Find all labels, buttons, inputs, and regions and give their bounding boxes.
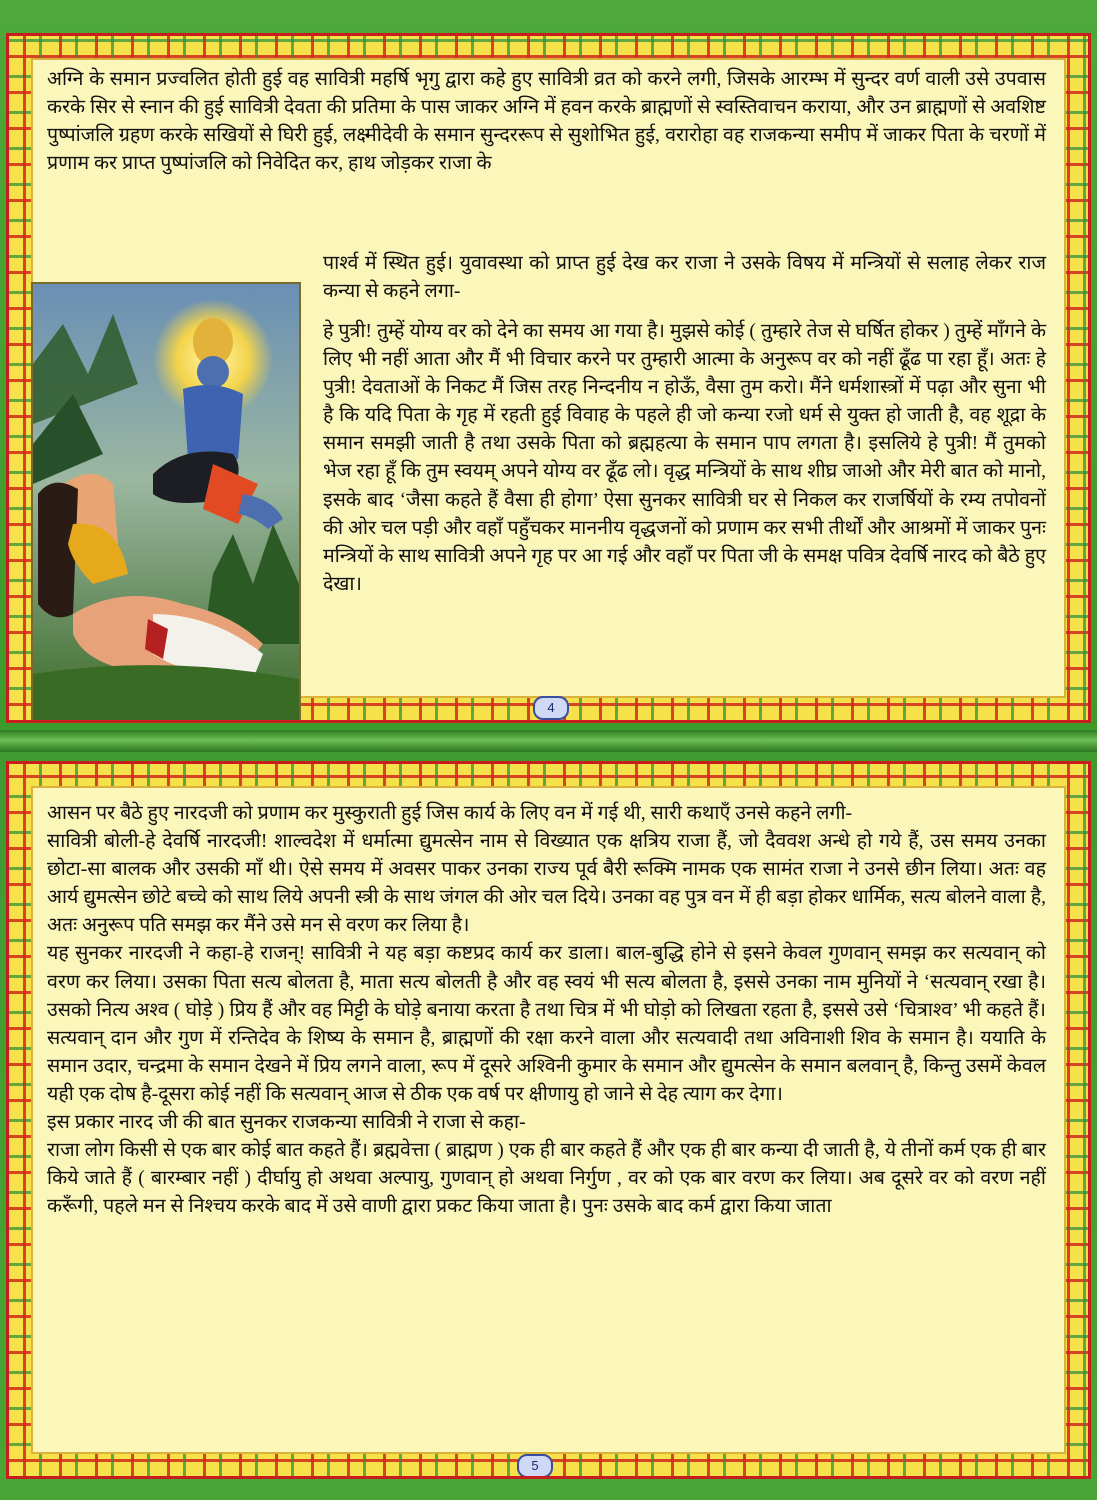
yama-savitri-illustration [31, 282, 301, 722]
page-4-paragraph-side-2: हे पुत्री! तुम्हें योग्य वर को देने का समय आ गया है। मुझसे कोई ( तुम्हारे तेज से घर्षित होकर ) तुम्हें माँगने के लिए भी नहीं आता और मैं भी विचार करने पर तुम्हारी आत्मा के अनुरूप वर को नहीं ढूँढ पा रहा हूँ। अतः हे पुत्री! देवताओं के निकट मैं जिस तरह निन्दनीय न होऊँ, वैसा तुम करो। मैंने धर्मशास्त्रों में पढ़ा और सुना भी है कि यदि पिता के गृह में रहती हुई विवाह के पहले ही जो कन्या रजो धर्म से युक्त हो जाती है, वह शूद्रा के समान समझी जाती है तथा उसके पिता को ब्रह्महत्या के समान पाप लगता है। इसलिये हे पुत्री! मैं तुमको भेज रहा हूँ कि तुम स्वयम् अपने योग्य वर ढूँढ लो। वृद्ध मन्त्रियों के साथ शीघ्र जाओ और मेरी बात को मानो, इसके बाद ‘जैसा कहते हैं वैसा ही होगा’ ऐसा सुनकर सावित्री घर से निकल कर राजर्षियों के रम्य तपोवनों की ओर चल पड़ी और वहाँ पहुँचकर माननीय वृद्धजनों को प्रणाम कर सभी तीर्थों और आश्रमों में जाकर पुनः मन्त्रियों के साथ सावित्री अपने गृह पर आ गई और वहाँ पर पिता जी के समक्ष पवित्र देवर्षि नारद को बैठे हुए देखा। [323, 321, 1046, 595]
page-5-paragraph: यह सुनकर नारदजी ने कहा-हे राजन्! सावित्री ने यह बड़ा कष्टप्रद कार्य कर डाला। बाल-बुद्धि होने से इसने केवल गुणवान् समझ कर सत्यवान् को वरण कर लिया। उसका पिता सत्य बोलता है, माता सत्य बोलती है और वह स्वयं भी सत्य बोलता है, इससे उनका नाम मुनियों ने ‘सत्यवान् रखा है। उसको नित्य अश्व ( घोड़े ) प्रिय हैं और वह मिट्टी के घोड़े बनाया करता है तथा चित्र में भी घोड़ो को लिखता रहता है, इससे उसे ‘चित्राश्व’ भी कहते हैं। सत्यवान् दान और गुण में रन्तिदेव के शिष्य के समान है, ब्राह्मणों की रक्षा करने वाला और सत्यवादी तथा अविनाशी शिव के समान है। ययाति के समान उदार, चन्द्रमा के समान देखने में प्रिय लगने वाला, रूप में दूसरे अश्विनी कुमार के समान और द्युमत्सेन के समान बलवान् है, किन्तु उसमें केवल यही एक दोष है-दूसरा कोई नहीं कि सत्यवान् आज से ठीक एक वर्ष पर क्षीणायु हो जाने से देह त्याग कर देगा। [47, 943, 1046, 1105]
page-5-paragraph: सावित्री बोली-हे देवर्षि नारदजी! शाल्वदेश में धर्मात्मा द्युमत्सेन नाम से विख्यात एक क्षत्रिय राजा हैं, जो दैववश अन्धे हो गये हैं, उस समय उनका छोटा-सा बालक और उसकी माँ थी। ऐसे समय में अवसर पाकर उनका राज्य पूर्व बैरी रूक्मि नामक एक सामंत राजा ने उनसे छीन लिया। अतः वह आर्य द्युमत्सेन छोटे बच्चे को साथ लिये अपनी स्त्री के साथ जंगल की ओर चल दिये। उनका वह पुत्र वन में ही बड़ा होकर धार्मिक, सत्य बोलने वाला है, अतः अनुरूप पति समझ कर मैंने उसे मन से वरण कर लिया है। [47, 831, 1046, 937]
page-4-paragraph-side-1: पार्श्व में स्थित हुई। युवावस्था को प्राप्त हुई देख कर राजा ने उसके विषय में मन्त्रियों से सलाह लेकर राज कन्या से कहने लगा- [323, 253, 1046, 303]
page-number-badge [517, 1454, 553, 1478]
page-4-frame [6, 33, 1091, 723]
page-5-text-panel [31, 786, 1066, 1454]
page-4-paragraph-intro: अग्नि के समान प्रज्वलित होती हुई वह सावित्री महर्षि भृगु द्वारा कहे हुए सावित्री व्रत को करने लगी, जिसके आरम्भ में सुन्दर वर्ण वाली उसे उपवास करके सिर से स्नान की हुई सावित्री देवता की प्रतिमा के पास जाकर अग्नि में हवन करके ब्राह्मणों से स्वस्तिवाचन कराया, और उन ब्राह्मणों से अवशिष्ट पुष्पांजलि ग्रहण करके सखियों से घिरी हुई, लक्ष्मीदेवी के समान सुन्दररूप से सुशोभित हुई, वरारोहा वह राजकन्या समीप में जाकर पिता के चरणों में प्रणाम कर प्राप्त पुष्पांजलि को निवेदित कर, हाथ जोड़कर राजा के [47, 69, 1046, 175]
page-number: 5 [531, 1458, 539, 1473]
page-number-badge [533, 696, 569, 720]
page-5-paragraph: इस प्रकार नारद जी की बात सुनकर राजकन्या सावित्री ने राजा से कहा- [47, 1112, 526, 1134]
page-5-paragraph: राजा लोग किसी से एक बार कोई बात कहते हैं। ब्रह्मवेत्ता ( ब्राह्मण ) एक ही बार कहते हैं और एक ही बार कन्या दी जाती है, ये तीनों कर्म एक ही बार किये जाते हैं ( बारम्बार नहीं ) दीर्घायु हो अथवा अल्पायु, गुणवान् हो अथवा निर्गुण , वर को एक बार वरण कर लिया। अब दूसरे वर को वरण नहीं करूँगी, पहले मन से निश्चय करके बाद में उसे वाणी द्वारा प्रकट किया जाता है। पुनः उसके बाद कर्म द्वारा किया जाता [47, 1140, 1046, 1218]
illustration-svg [33, 284, 299, 720]
page-5-frame [6, 761, 1091, 1479]
page-5-paragraph: आसन पर बैठे हुए नारदजी को प्रणाम कर मुस्कुराती हुई जिस कार्य के लिए वन में गई थी, सारी कथाएँ उनसे कहने लगी- [47, 803, 853, 824]
page-5-body [47, 800, 1046, 1221]
book-fold [0, 730, 1097, 752]
page-number: 4 [547, 700, 555, 715]
